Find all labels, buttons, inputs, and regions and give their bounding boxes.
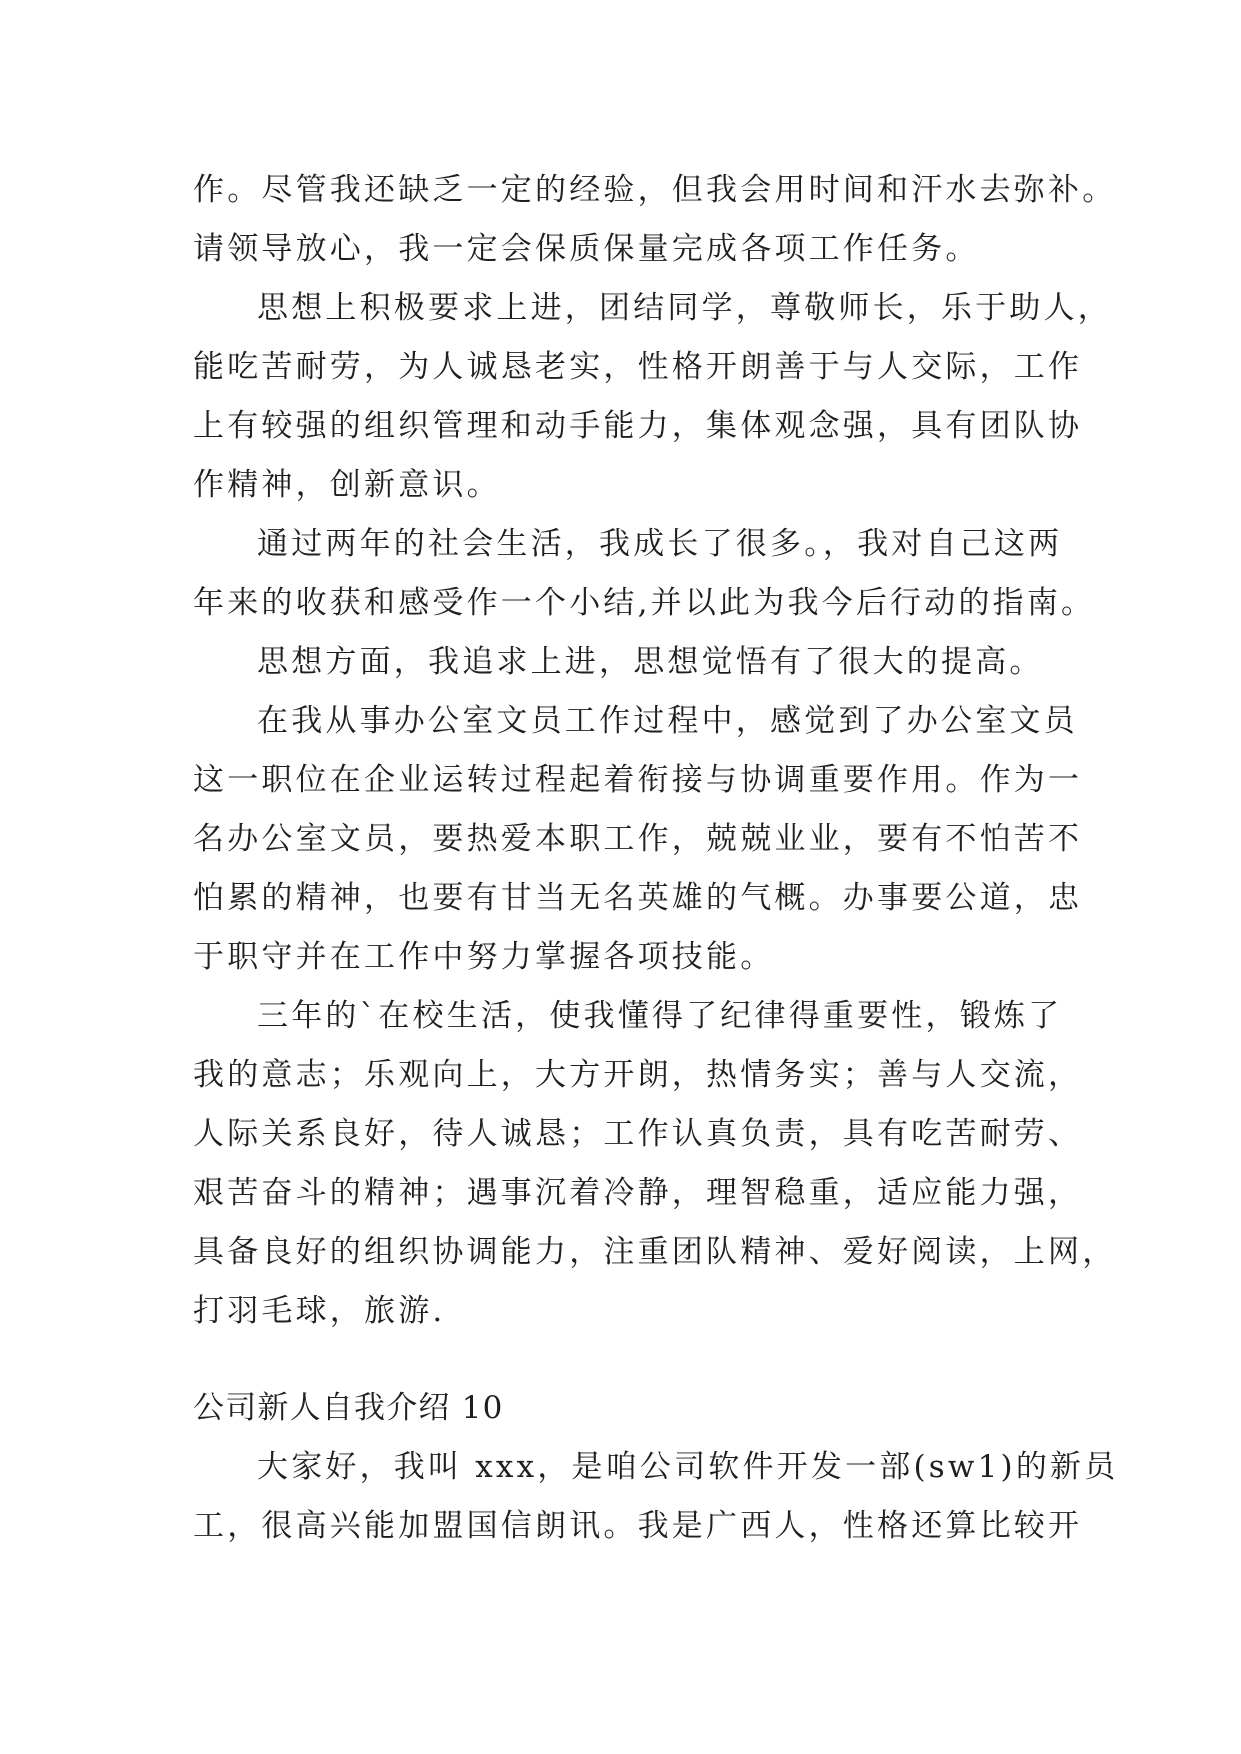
paragraph-line: 请领导放心，我一定会保质保量完成各项工作任务。	[193, 231, 980, 267]
paragraph-line: 作精神，创新意识。	[193, 467, 501, 503]
paragraph-line: 名办公室文员，要热爱本职工作，兢兢业业，要有不怕苦不	[193, 821, 1083, 857]
paragraph-line: 通过两年的社会生活，我成长了很多。，我对自己这两	[257, 526, 1063, 562]
paragraph-line: 具备良好的组织协调能力，注重团队精神、爱好阅读，上网，	[193, 1234, 1117, 1270]
paragraph-line: 思想上积极要求上进，团结同学，尊敬师长，乐于助人，	[257, 290, 1112, 326]
paragraph-line: 工，很高兴能加盟国信朗讯。我是广西人，性格还算比较开	[193, 1508, 1083, 1544]
paragraph-line: 于职守并在工作中努力掌握各项技能。	[193, 939, 775, 975]
paragraph-line: 能吃苦耐劳，为人诚恳老实，性格开朗善于与人交际，工作	[193, 349, 1083, 385]
paragraph-line: 这一职位在企业运转过程起着衔接与协调重要作用。作为一	[193, 762, 1083, 798]
paragraph-line: 思想方面，我追求上进，思想觉悟有了很大的提高。	[257, 644, 1044, 680]
paragraph-line: 作。尽管我还缺乏一定的经验，但我会用时间和汗水去弥补。	[193, 172, 1117, 208]
paragraph-line: 艰苦奋斗的精神；遇事沉着冷静，理智稳重，适应能力强，	[193, 1175, 1083, 1211]
paragraph-line: 人际关系良好，待人诚恳；工作认真负责，具有吃苦耐劳、	[193, 1116, 1083, 1152]
paragraph-line: 打羽毛球，旅游.	[193, 1293, 446, 1329]
paragraph-line: 三年的`在校生活，使我懂得了纪律得重要性，锻炼了	[257, 998, 1063, 1034]
paragraph-line: 我的意志；乐观向上，大方开朗，热情务实；善与人交流，	[193, 1057, 1083, 1093]
paragraph-line: 在我从事办公室文员工作过程中，感觉到了办公室文员	[257, 703, 1078, 739]
paragraph-line: 大家好，我叫 xxx，是咱公司软件开发一部(sw1)的新员	[257, 1449, 1119, 1485]
section-title: 公司新人自我介绍 10	[193, 1390, 504, 1426]
paragraph-line: 年来的收获和感受作一个小结,并以此为我今后行动的指南。	[193, 585, 1096, 621]
paragraph-line: 上有较强的组织管理和动手能力，集体观念强，具有团队协	[193, 408, 1083, 444]
paragraph-line: 怕累的精神，也要有甘当无名英雄的气概。办事要公道，忠	[193, 880, 1083, 916]
